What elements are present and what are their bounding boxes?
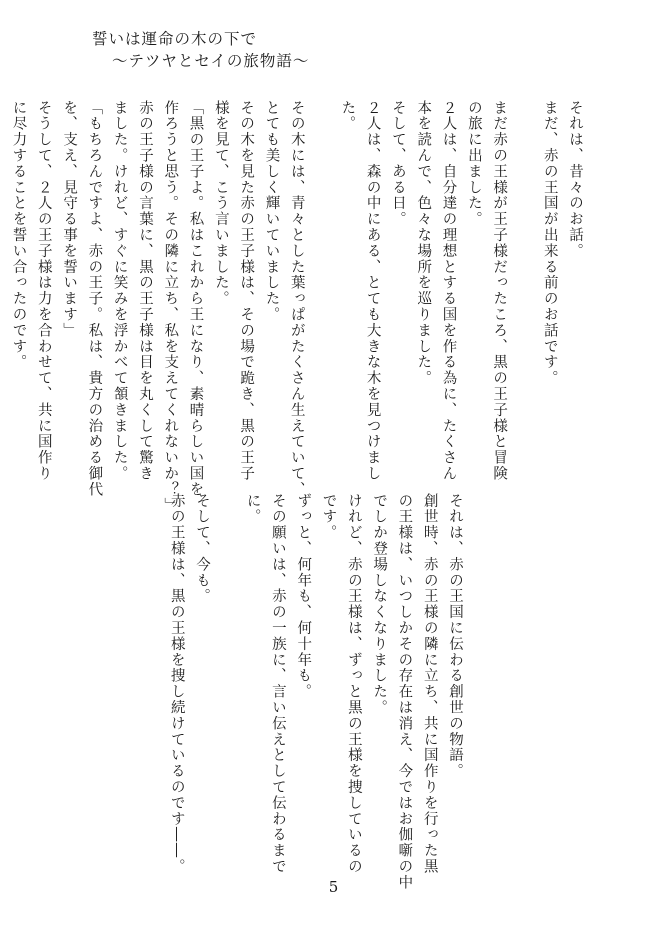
text-line: その木を見た赤の王子様は、その場で跪き、黒の王子: [238, 100, 255, 482]
text-line: ました。けれど、すぐに笑みを浮かべて頷きました。: [111, 100, 128, 482]
text-line: た。: [339, 100, 356, 132]
page-subtitle: 〜テツヤとセイの旅物語〜: [112, 52, 310, 70]
text-line: そして、今も。: [194, 493, 211, 605]
text-line: に尽力することを誓い合ったのです。: [10, 100, 27, 371]
text-line: [511, 100, 536, 455]
text-line: を、支え、見守る事を誓います」: [61, 100, 78, 339]
text-line: です。: [320, 493, 337, 541]
page-title: 誓いは運命の木の下で: [92, 30, 258, 48]
text-line: とても美しく輝いていました。: [263, 100, 280, 323]
header: [92, 28, 309, 72]
text-line: に。: [244, 493, 261, 525]
text-line: まだ赤の王様が王子様だったころ、黒の王子様と冒険: [491, 100, 508, 482]
text-line: ２人は、森の中にある、とても大きな木を見つけまし: [364, 100, 381, 482]
text-line: その木には、青々とした葉っぱがたくさん生えていて、: [288, 100, 305, 498]
text-line: そうして、２人の王子様は力を合わせて、共に国作り: [35, 100, 52, 482]
text-line: 「もちろんですよ、赤の王子。私は、貴方の治める御代: [86, 100, 103, 498]
text-line: けれど、赤の王様は、ずっと黒の王様を捜しているの: [345, 493, 362, 875]
text-line: 様を見て、こう言いました。: [212, 100, 229, 307]
story-upper-block: [5, 100, 587, 514]
text-line: 「黒の王子よ。私はこれから王になり、素晴らしい国を: [187, 100, 204, 498]
text-line: まだ、赤の王国が出来る前のお話です。: [541, 100, 558, 387]
text-line: そして、ある日。: [389, 100, 406, 228]
text-line: それは、昔々のお話。: [567, 100, 583, 259]
text-line: 創世時、赤の王様の隣に立ち、共に国作りを行った黒: [421, 493, 438, 875]
text-line: [214, 493, 239, 853]
text-line: でしか登場しなくなりました。: [371, 493, 388, 716]
text-line: 赤の王様は、黒の王様を捜し続けているのです――。: [168, 493, 185, 875]
story-lower-block: [163, 493, 467, 891]
text-line: それは、赤の王国に伝わる創世の物語。: [447, 493, 463, 780]
text-line: の王様は、いつしかその存在は消え、今ではお伽噺の中: [396, 493, 413, 891]
text-line: ２人は、自分達の理想とする国を作る為に、たくさん: [440, 100, 457, 482]
text-line: 作ろうと思う。その隣に立ち、私を支えてくれないか？」: [162, 100, 179, 514]
text-line: 本を読んで、色々な場所を巡りました。: [415, 100, 432, 387]
text-line: の旅に出ました。: [465, 100, 482, 228]
text-line: その願いは、赤の一族に、言い伝えとして伝わるまで: [269, 493, 286, 875]
text-line: 赤の王子様の言葉に、黒の王子様は目を丸くして驚き: [136, 100, 153, 482]
page-number: 5: [328, 878, 339, 896]
text-line: [309, 100, 334, 455]
text-line: ずっと、何年も、何十年も。: [295, 493, 312, 700]
